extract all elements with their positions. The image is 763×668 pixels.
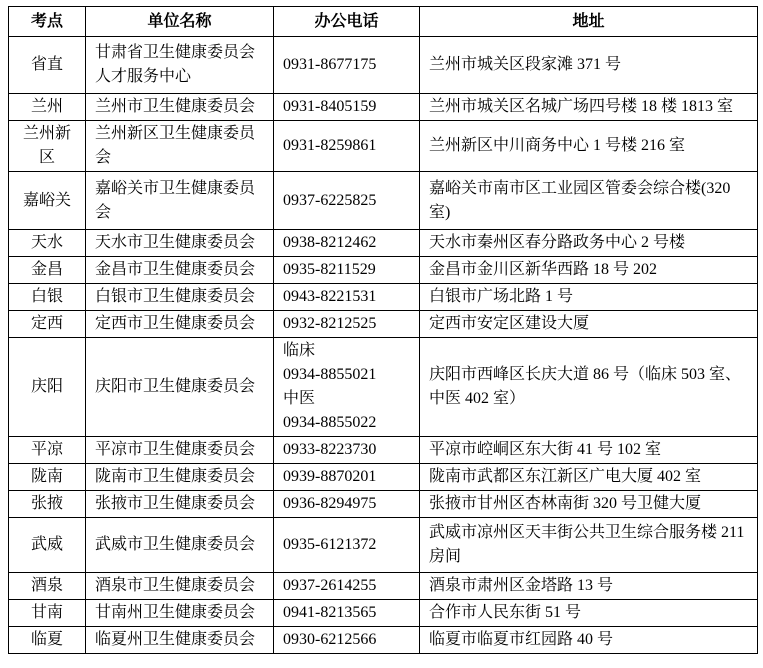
- phone-line: 0936-8294975: [283, 495, 377, 512]
- exam-site-cell: 嘉峪关: [9, 172, 86, 230]
- table-row: [9, 518, 758, 573]
- phone-line: 0941-8213565: [283, 604, 377, 621]
- exam-site-cell: 平凉: [9, 437, 86, 464]
- exam-site-cell: 省直: [9, 37, 86, 94]
- office-phone-cell: [274, 464, 420, 491]
- exam-site-cell: 兰州: [9, 94, 86, 121]
- office-phone-cell: [274, 338, 420, 437]
- table-row: [9, 121, 758, 172]
- exam-site-cell: 定西: [9, 311, 86, 338]
- address-cell: 张掖市甘州区杏林南街 320 号卫健大厦: [420, 491, 758, 518]
- table-header: [9, 7, 758, 37]
- table-row: [9, 284, 758, 311]
- exam-site-cell: 张掖: [9, 491, 86, 518]
- phone-line: 0937-6225825: [283, 191, 377, 209]
- table-row: [9, 437, 758, 464]
- office-phone-cell: [274, 491, 420, 518]
- phone-line: 0933-8223730: [283, 441, 377, 458]
- address-cell: 嘉峪关市南市区工业园区管委会综合楼(320 室): [420, 172, 758, 230]
- phone-line: 0934-8855022: [283, 414, 377, 431]
- exam-site-contact-table: [8, 6, 758, 654]
- phone-line: 0935-6121372: [283, 536, 377, 553]
- table-row: [9, 311, 758, 338]
- phone-line: 0937-2614255: [283, 577, 377, 594]
- table-row: [9, 338, 758, 437]
- phone-line: 0938-8212462: [283, 234, 377, 251]
- table-row: [9, 600, 758, 627]
- exam-site-cell: 甘南: [9, 600, 86, 627]
- phone-line: 0930-6212566: [283, 631, 377, 648]
- phone-line: 0931-8259861: [283, 137, 377, 154]
- office-phone-cell: [274, 437, 420, 464]
- unit-name-cell: 嘉峪关市卫生健康委员会: [86, 172, 274, 230]
- header-unit-name: 单位名称: [86, 7, 274, 37]
- exam-site-cell: 庆阳: [9, 338, 86, 437]
- unit-name-cell: 甘肃省卫生健康委员会人才服务中心: [86, 37, 274, 94]
- address-cell: 白银市广场北路 1 号: [420, 284, 758, 311]
- address-cell: 定西市安定区建设大厦: [420, 311, 758, 338]
- header-office-phone: 办公电话: [274, 7, 420, 37]
- office-phone-cell: [274, 257, 420, 284]
- exam-site-cell: 酒泉: [9, 573, 86, 600]
- office-phone-cell: [274, 311, 420, 338]
- exam-site-cell: 陇南: [9, 464, 86, 491]
- phone-line: 临床: [283, 342, 316, 359]
- table-body: [9, 37, 758, 654]
- phone-line: 中医: [283, 390, 316, 407]
- office-phone-cell: [274, 121, 420, 172]
- unit-name-cell: 兰州新区卫生健康委员会: [86, 121, 274, 172]
- header-address: 地址: [420, 7, 758, 37]
- office-phone-cell: [274, 600, 420, 627]
- unit-name-cell: 天水市卫生健康委员会: [86, 230, 274, 257]
- unit-name-cell: 武威市卫生健康委员会: [86, 518, 274, 573]
- address-cell: 陇南市武都区东江新区广电大厦 402 室: [420, 464, 758, 491]
- address-cell: 酒泉市肃州区金塔路 13 号: [420, 573, 758, 600]
- office-phone-cell: [274, 284, 420, 311]
- exam-site-cell: 临夏: [9, 627, 86, 654]
- unit-name-cell: 陇南市卫生健康委员会: [86, 464, 274, 491]
- table-row: [9, 491, 758, 518]
- phone-line: 0931-8405159: [283, 98, 377, 115]
- office-phone-cell: [274, 573, 420, 600]
- office-phone-cell: [274, 94, 420, 121]
- phone-line: 0935-8211529: [283, 261, 376, 278]
- table-row: [9, 230, 758, 257]
- unit-name-cell: 平凉市卫生健康委员会: [86, 437, 274, 464]
- address-cell: 临夏市临夏市红园路 40 号: [420, 627, 758, 654]
- phone-line: 0943-8221531: [283, 288, 377, 305]
- address-cell: 庆阳市西峰区长庆大道 86 号（临床 503 室、中医 402 室）: [420, 338, 758, 437]
- address-cell: 兰州市城关区段家滩 371 号: [420, 37, 758, 94]
- table-row: [9, 94, 758, 121]
- exam-site-cell: 兰州新区: [9, 121, 86, 172]
- unit-name-cell: 白银市卫生健康委员会: [86, 284, 274, 311]
- office-phone-cell: [274, 627, 420, 654]
- table-row: [9, 627, 758, 654]
- phone-line: 0939-8870201: [283, 468, 377, 485]
- unit-name-cell: 甘南州卫生健康委员会: [86, 600, 274, 627]
- phone-line: 0932-8212525: [283, 315, 377, 332]
- office-phone-cell: [274, 37, 420, 94]
- table-row: [9, 37, 758, 94]
- table-row: [9, 464, 758, 491]
- phone-line: 0931-8677175: [283, 56, 377, 73]
- address-cell: 金昌市金川区新华西路 18 号 202: [420, 257, 758, 284]
- phone-line: 0934-8855021: [283, 366, 377, 383]
- address-cell: 合作市人民东街 51 号: [420, 600, 758, 627]
- unit-name-cell: 张掖市卫生健康委员会: [86, 491, 274, 518]
- exam-site-cell: 武威: [9, 518, 86, 573]
- unit-name-cell: 临夏州卫生健康委员会: [86, 627, 274, 654]
- exam-site-cell: 天水: [9, 230, 86, 257]
- office-phone-cell: [274, 230, 420, 257]
- exam-site-cell: 白银: [9, 284, 86, 311]
- address-cell: 平凉市崆峒区东大街 41 号 102 室: [420, 437, 758, 464]
- address-cell: 武威市凉州区天丰街公共卫生综合服务楼 211 房间: [420, 518, 758, 573]
- unit-name-cell: 定西市卫生健康委员会: [86, 311, 274, 338]
- address-cell: 兰州市城关区名城广场四号楼 18 楼 1813 室: [420, 94, 758, 121]
- table-row: [9, 172, 758, 230]
- unit-name-cell: 庆阳市卫生健康委员会: [86, 338, 274, 437]
- table-row: [9, 573, 758, 600]
- table-row: [9, 257, 758, 284]
- office-phone-cell: [274, 518, 420, 573]
- unit-name-cell: 酒泉市卫生健康委员会: [86, 573, 274, 600]
- exam-site-cell: 金昌: [9, 257, 86, 284]
- address-cell: 天水市秦州区春分路政务中心 2 号楼: [420, 230, 758, 257]
- unit-name-cell: 金昌市卫生健康委员会: [86, 257, 274, 284]
- header-row: [9, 7, 758, 37]
- unit-name-cell: 兰州市卫生健康委员会: [86, 94, 274, 121]
- header-exam-site: 考点: [9, 7, 86, 37]
- address-cell: 兰州新区中川商务中心 1 号楼 216 室: [420, 121, 758, 172]
- office-phone-cell: [274, 172, 420, 230]
